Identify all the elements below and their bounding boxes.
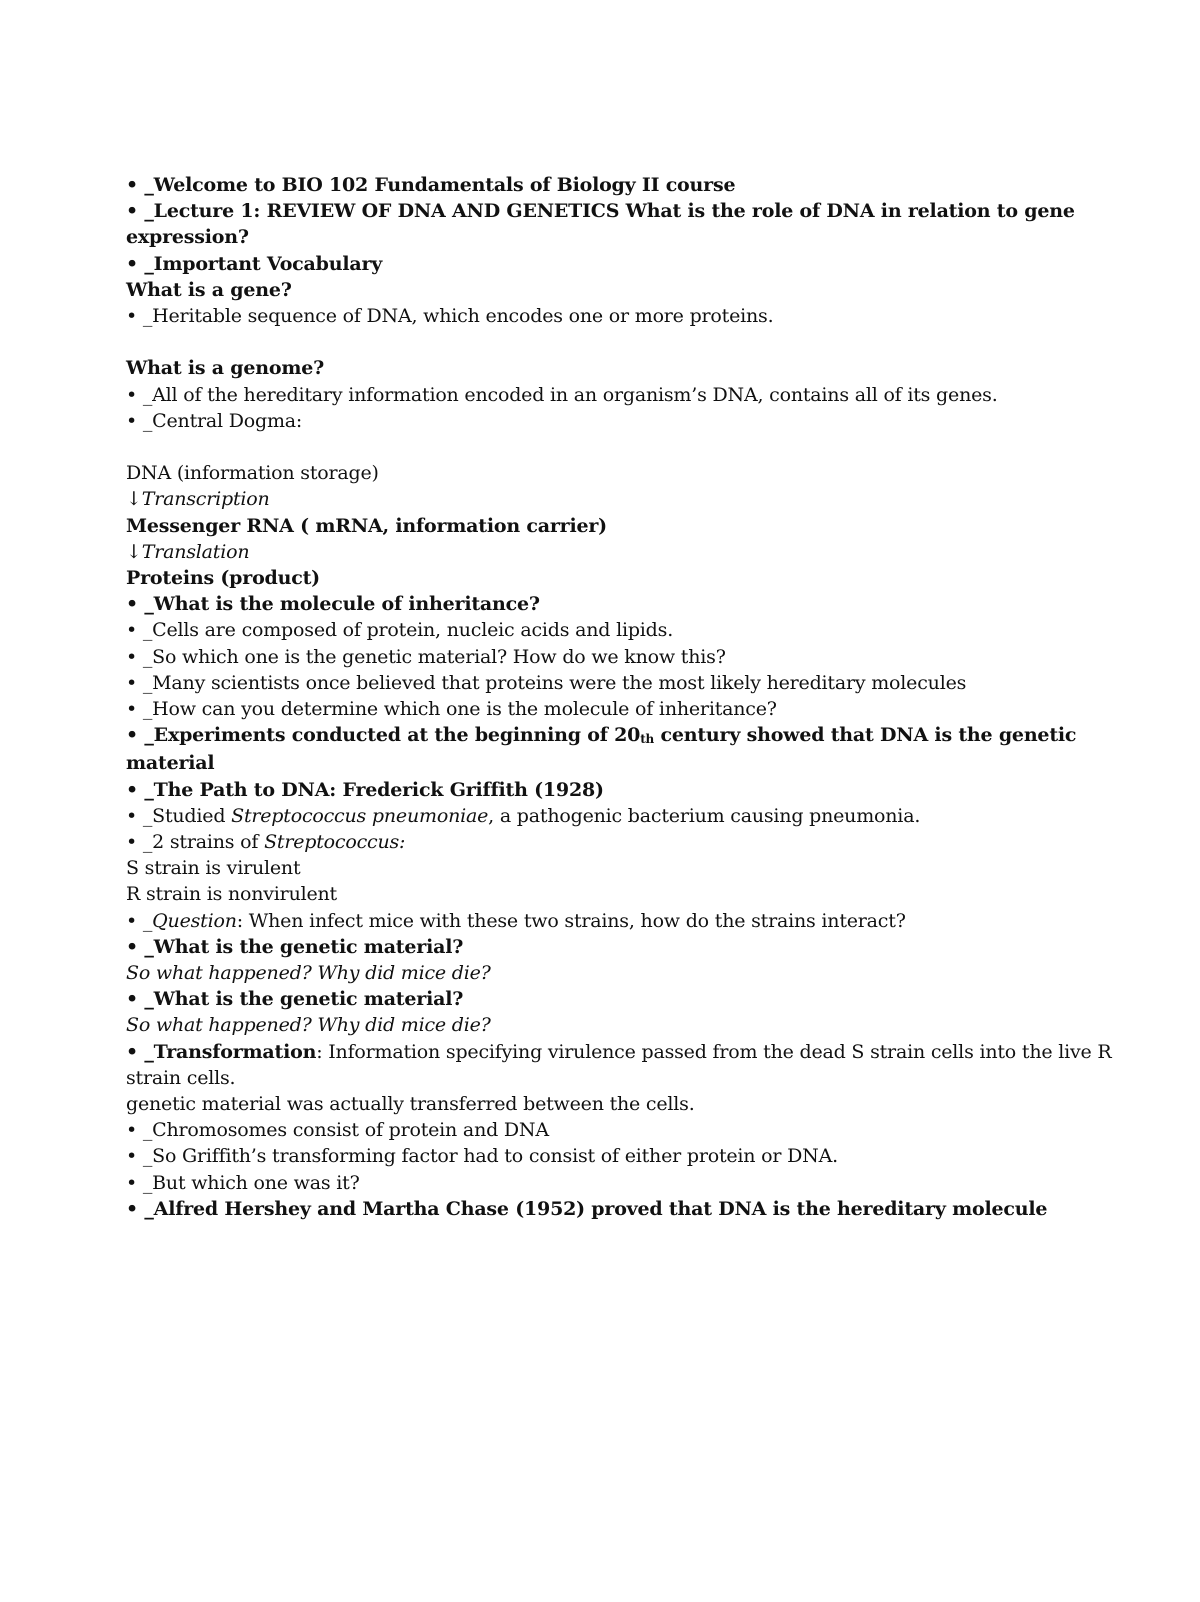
transformation-term: • _Transformation	[126, 1040, 317, 1063]
genetic-material-heading-2: • _What is the genetic material?	[126, 988, 464, 1011]
cell-composition: • _Cells are composed of protein, nucleic acids and lipids.	[126, 619, 674, 642]
question-line	[126, 908, 1126, 934]
question-bullet: • _	[126, 909, 153, 932]
studied-line	[126, 803, 1126, 829]
r-strain: R strain is nonvirulent	[126, 883, 337, 906]
ordinal-suffix: th	[640, 732, 655, 747]
strains-prefix: • _2 strains of	[126, 831, 265, 854]
griffith-heading: • _The Path to DNA: Frederick Griffith (1928)	[126, 778, 604, 801]
spacer	[126, 434, 1126, 460]
determine-question: • _How can you determine which one is the molecule of inheritance?	[126, 698, 777, 721]
experiments-part-1: • _Experiments conducted at the beginning of 20	[126, 724, 641, 747]
gene-definition: • _Heritable sequence of DNA, which encodes one or more proteins.	[126, 305, 774, 328]
studied-prefix: • _Studied	[126, 804, 232, 827]
dogma-transcription: ↓Transcription	[126, 488, 270, 511]
hershey-chase: • _Alfred Hershey and Martha Chase (1952) proved that DNA is the hereditary molecule	[126, 1197, 1048, 1220]
transformation-line	[126, 1039, 1126, 1091]
central-dogma-heading: • _Central Dogma:	[126, 409, 303, 432]
gene-question: What is a gene?	[126, 278, 292, 301]
lecture-title: • _Lecture 1: REVIEW OF DNA AND GENETICS What is the role of DNA in relation to gene expression?	[126, 200, 1075, 249]
strains-line	[126, 829, 1126, 855]
genome-question: What is a genome?	[126, 357, 325, 380]
experiments-part-2: century showed that DNA is the genetic material	[126, 724, 1077, 775]
studied-suffix: , a pathogenic bacterium causing pneumonia.	[488, 804, 921, 827]
document-page	[126, 172, 1126, 1222]
proteins-belief: • _Many scientists once believed that proteins were the most likely hereditary molecules	[126, 671, 967, 694]
question-label: Question	[152, 909, 237, 932]
question-text: : When infect mice with these two strains, how do the strains interact?	[236, 909, 906, 932]
genetic-material-heading-1: • _What is the genetic material?	[126, 935, 464, 958]
spacer	[126, 329, 1126, 355]
what-happened-1: So what happened? Why did mice die?	[126, 962, 491, 985]
what-happened-2: So what happened? Why did mice die?	[126, 1014, 491, 1037]
genome-definition: • _All of the hereditary information encoded in an organism’s DNA, contains all of its genes.	[126, 383, 998, 406]
s-strain: S strain is virulent	[126, 857, 301, 880]
dogma-dna: DNA (information storage)	[126, 462, 379, 485]
dogma-translation: ↓Translation	[126, 540, 250, 563]
transforming-factor: • _So Griffith’s transforming factor had to consist of either protein or DNA.	[126, 1145, 838, 1168]
dogma-mrna: Messenger RNA ( mRNA, information carrier)	[126, 514, 607, 537]
course-welcome: • _Welcome to BIO 102 Fundamentals of Biology II course	[126, 174, 736, 196]
dogma-proteins: Proteins (product)	[126, 567, 320, 590]
chromosomes-line: • _Chromosomes consist of protein and DNA	[126, 1119, 549, 1142]
vocabulary-heading: • _Important Vocabulary	[126, 252, 383, 275]
transformation-definition: : Information specifying virulence passed from the dead S strain cells into the live R strain cells.	[126, 1040, 1112, 1089]
genetic-transfer: genetic material was actually transferred between the cells.	[126, 1093, 695, 1116]
genus-name: Streptococcus:	[264, 831, 406, 854]
which-one: • _But which one was it?	[126, 1171, 360, 1194]
experiments-statement	[126, 722, 1126, 776]
inheritance-question: • _What is the molecule of inheritance?	[126, 593, 540, 616]
genetic-material-question: • _So which one is the genetic material? How do we know this?	[126, 645, 726, 668]
species-name: Streptococcus pneumoniae	[231, 804, 489, 827]
